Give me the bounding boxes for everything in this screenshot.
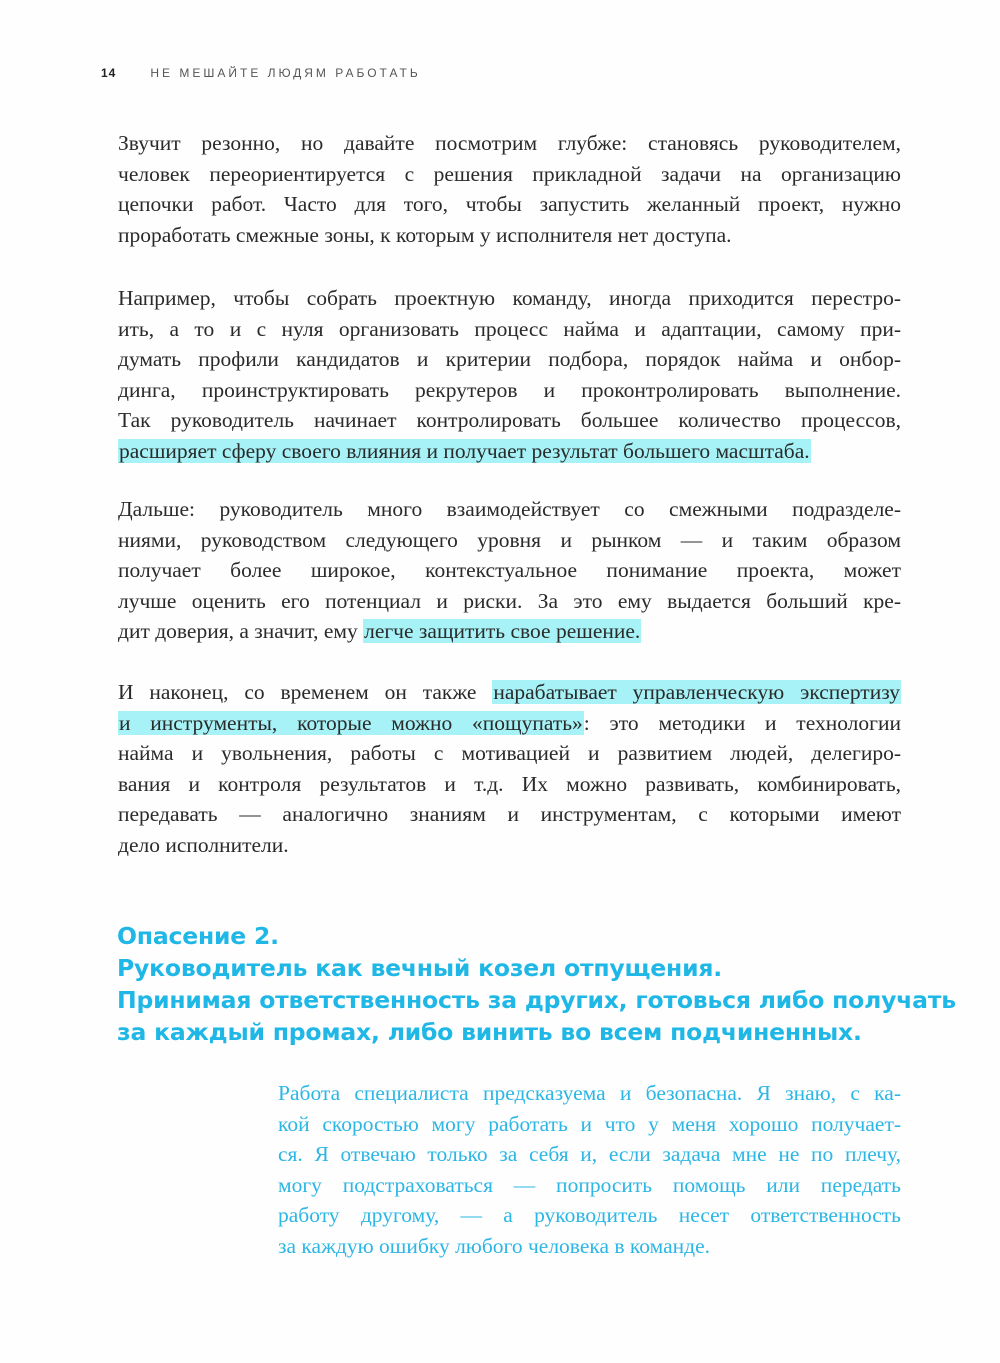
quote-line: ся. Я отвечаю только за себя и, если задача мне не по плечу, [278,1142,901,1166]
book-title: НЕ МЕШАЙТЕ ЛЮДЯМ РАБОТАТЬ [150,66,421,80]
heading-line: Руководитель как вечный козел отпущения. [117,954,722,982]
highlighted-text: и инструменты, которые можно «пощупать» [119,710,583,735]
text-line: дело исполнители. [118,832,289,857]
paragraph-3 [118,494,901,647]
quote-line: кой скоростью могу работать и что у меня хорошо получает- [278,1111,901,1136]
text-line [118,436,901,467]
text-line: Звучит резонно, но давайте посмотрим глубже: становясь руководителем, [118,131,901,155]
highlighted-text: нарабатывает управленческую экспертизу [493,680,900,704]
highlighted-text: легче защитить свое решение. [364,619,641,643]
text-line: вания и контроля результатов и т.д. Их можно развивать, комбинировать, [118,771,901,796]
section-heading [117,920,956,1048]
text-line: передавать — аналогично знаниям и инструментам, с которыми имеют [118,802,901,826]
pull-quote [278,1078,901,1261]
text-line: думать профили кандидатов и критерии подбора, порядок найма и онбор- [118,347,901,371]
text-line: Дальше: руководитель много взаимодействует со смежными подразделе- [118,497,901,521]
text-line: проработать смежные зоны, к которым у исполнителя нет доступа. [118,222,732,247]
highlighted-text: расширяет сферу своего влияния и получает результат большего масштаба. [119,438,810,463]
text-line: Так руководитель начинает контролировать большее количество процессов, [118,408,901,432]
paragraph-1 [118,128,901,250]
page-number: 14 [101,66,117,80]
text-line: ниями, руководством следующего уровня и рынком — и таким образом [118,527,901,552]
quote-line: Работа специалиста предсказуема и безопасна. Я знаю, с ка- [278,1081,901,1105]
plain-text: И наконец, со временем он также [118,680,493,704]
text-line: ить, а то и с нуля организовать процесс найма и адаптации, самому при- [118,316,901,341]
text-line [118,677,901,708]
text-line: получает более широкое, контекстуальное понимание проекта, может [118,558,901,582]
paragraph-2 [118,283,901,466]
text-line: лучше оценить его потенциал и риски. За это ему выдается больший кре- [118,588,901,613]
plain-text: : это методики и технологии [583,710,901,735]
running-head [101,66,421,80]
heading-line: Опасение 2. [117,922,279,950]
paragraph-4 [118,677,901,860]
plain-text: дит доверия, а значит, ему [118,619,364,643]
text-line [118,708,901,739]
heading-line: Принимая ответственность за других, готовься либо получать [117,986,956,1014]
quote-line: за каждую ошибку любого человека в команде. [278,1233,710,1258]
quote-line: работу другому, — а руководитель несет ответственность [278,1203,901,1227]
text-line: динга, проинструктировать рекрутеров и проконтролировать выполнение. [118,377,901,402]
heading-line: за каждый промах, либо винить во всем подчиненных. [117,1018,862,1046]
text-line: Например, чтобы собрать проектную команду, иногда приходится перестро- [118,286,901,310]
quote-line: могу подстраховаться — попросить помощь или передать [278,1172,901,1197]
text-line [118,616,901,647]
text-line: цепочки работ. Часто для того, чтобы запустить желанный проект, нужно [118,192,901,216]
text-line: найма и увольнения, работы с мотивацией и развитием людей, делегиро- [118,741,901,765]
text-line: человек переориентируется с решения прикладной задачи на организацию [118,161,901,186]
